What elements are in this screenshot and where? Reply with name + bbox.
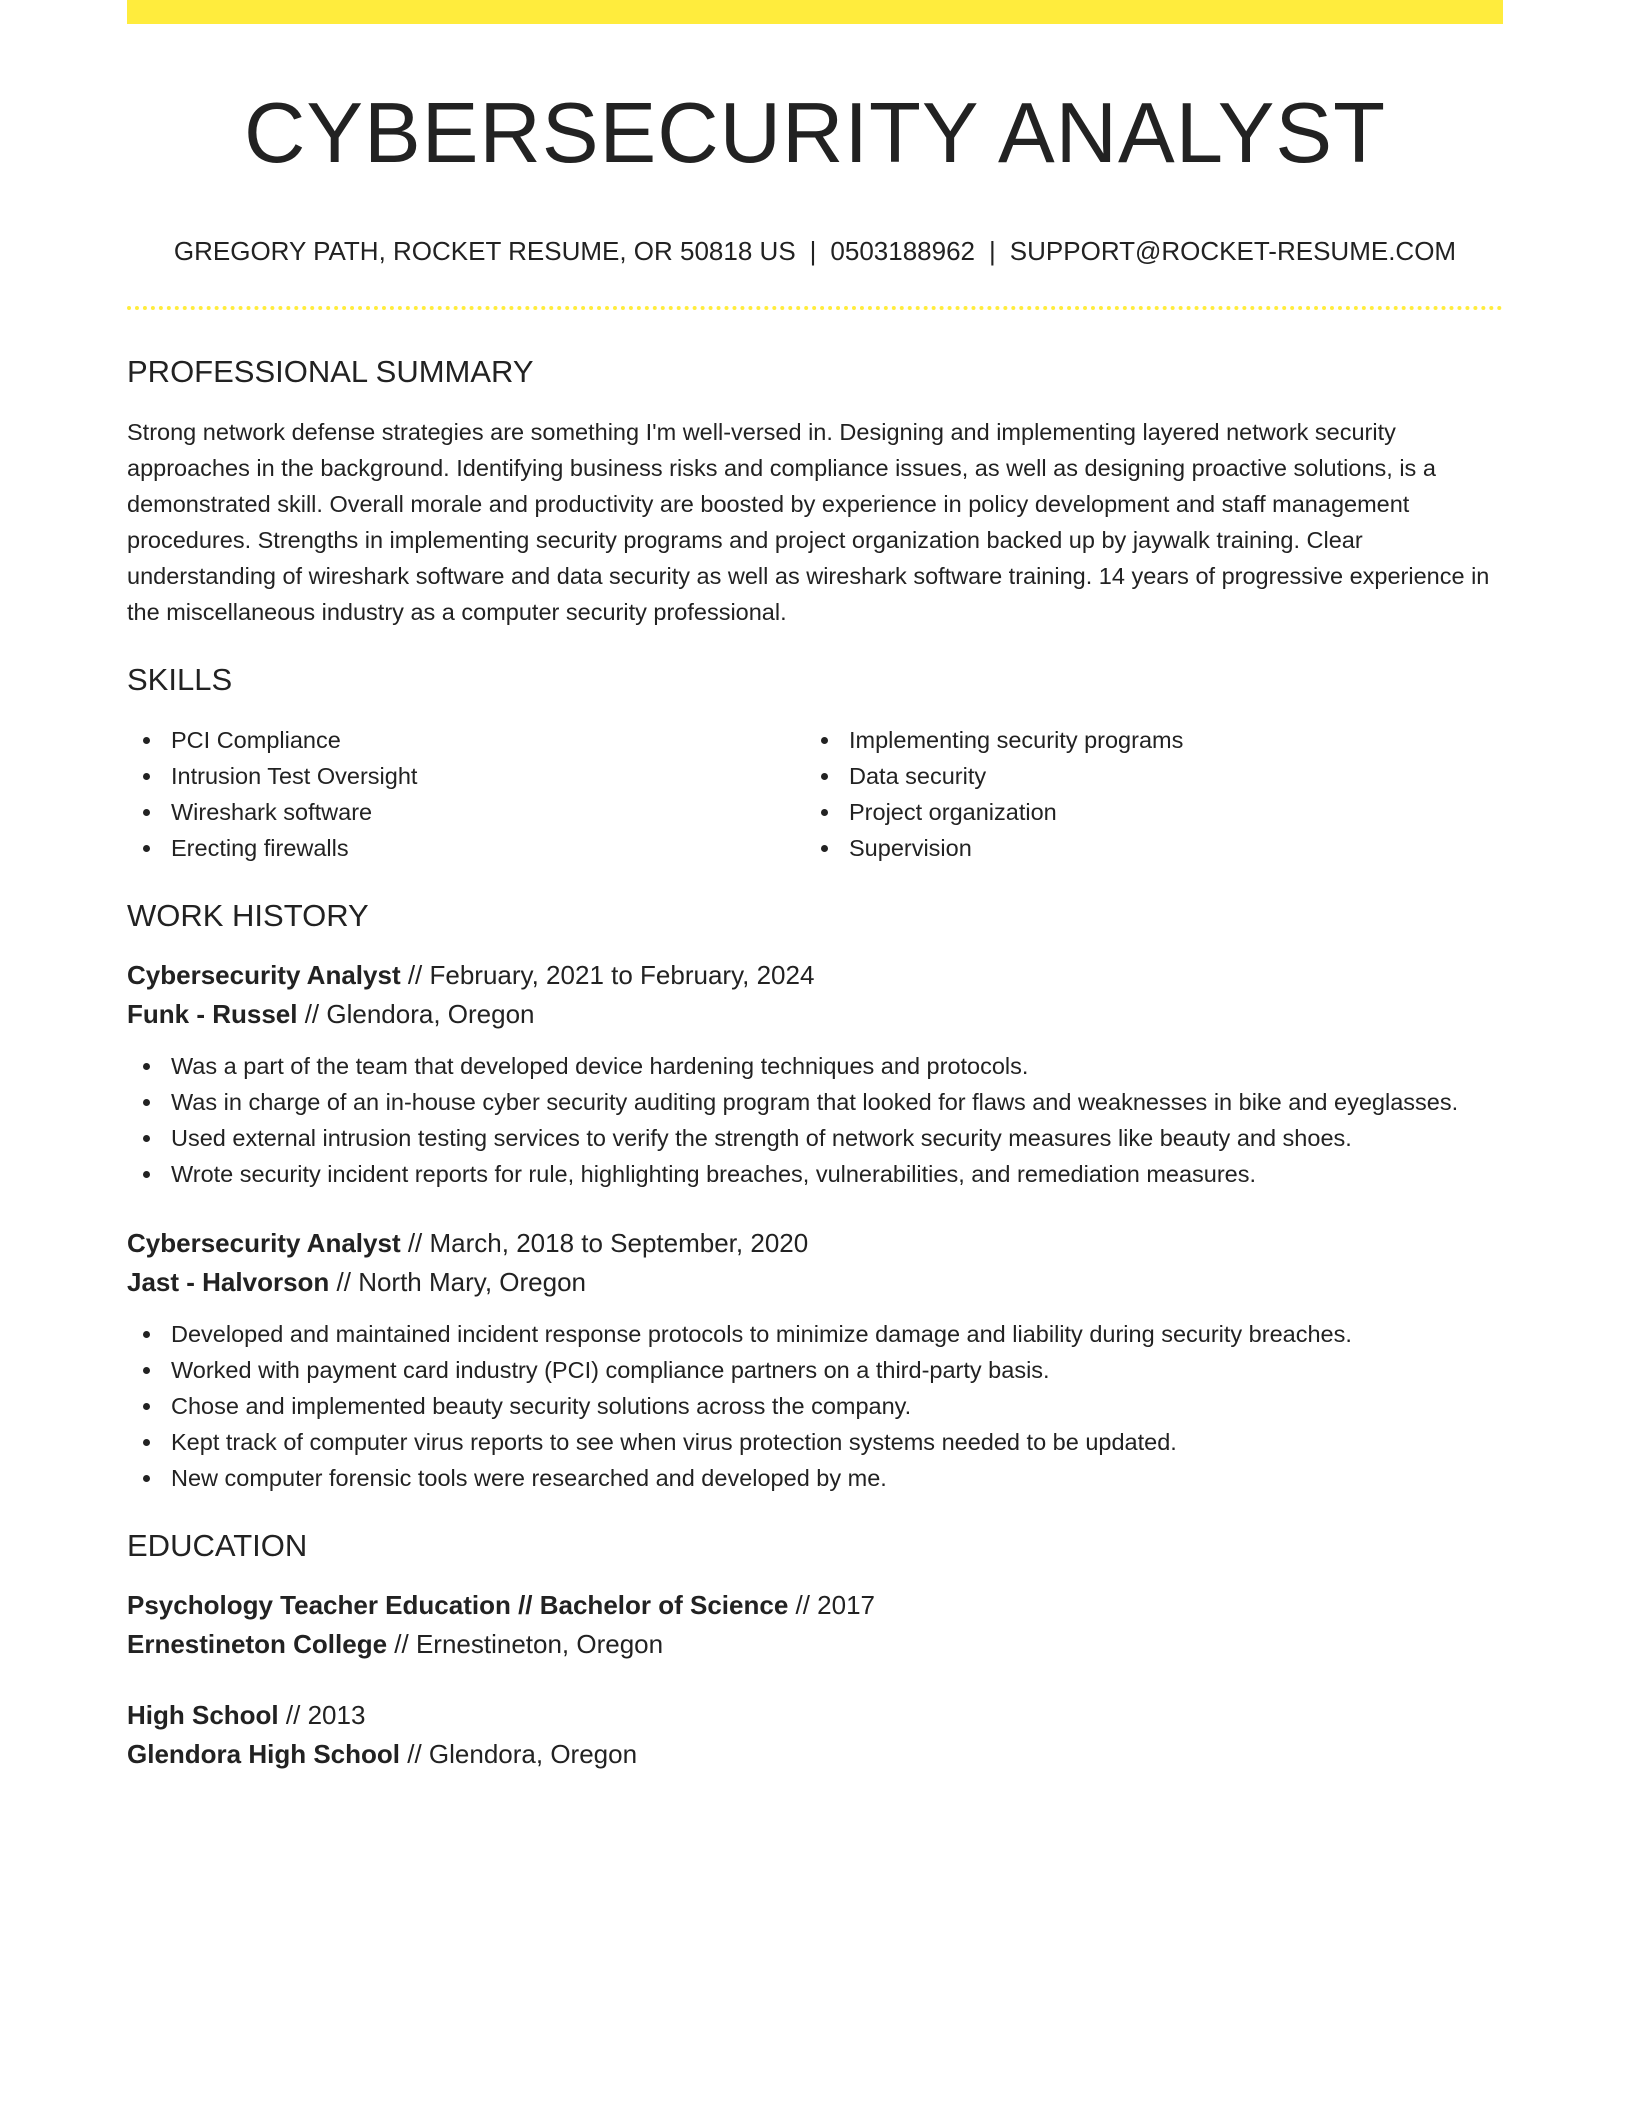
skill-item bbox=[127, 722, 805, 758]
job-company: Jast - Halvorson bbox=[127, 1267, 330, 1297]
job-company: Funk - Russel bbox=[127, 999, 298, 1029]
resume-title: CYBERSECURITY ANALYST bbox=[243, 86, 1387, 181]
education-location: // Glendora, Oregon bbox=[400, 1739, 638, 1769]
job-dates: // February, 2021 to February, 2024 bbox=[400, 960, 815, 990]
job-bullet bbox=[127, 1424, 1503, 1460]
bullet-icon bbox=[143, 1331, 150, 1338]
skill-label: Supervision bbox=[849, 835, 972, 861]
bullet-icon bbox=[143, 1063, 150, 1070]
skill-label: Intrusion Test Oversight bbox=[171, 763, 418, 789]
bullet-icon bbox=[143, 809, 150, 816]
section-heading-work-history: WORK HISTORY bbox=[127, 898, 369, 933]
education-school-line bbox=[127, 1735, 1503, 1774]
contact-separator: | bbox=[809, 236, 817, 266]
job-location: // Glendora, Oregon bbox=[297, 999, 535, 1029]
skill-item bbox=[805, 794, 1483, 830]
bullet-icon bbox=[143, 1171, 150, 1178]
education-year: // 2017 bbox=[788, 1590, 876, 1620]
job-bullet-text: Developed and maintained incident response protocols to minimize damage and liability during security breaches. bbox=[171, 1321, 1352, 1347]
bullet-icon bbox=[143, 1099, 150, 1106]
job-company-line bbox=[127, 995, 1503, 1034]
job-dates: // March, 2018 to September, 2020 bbox=[400, 1228, 809, 1258]
job-location: // North Mary, Oregon bbox=[329, 1267, 587, 1297]
bullet-icon bbox=[821, 737, 828, 744]
job-title-line bbox=[127, 1224, 1503, 1263]
job-bullet bbox=[127, 1388, 1503, 1424]
section-heading-education: EDUCATION bbox=[127, 1528, 308, 1563]
section-heading-skills: SKILLS bbox=[127, 662, 233, 697]
job-title: Cybersecurity Analyst bbox=[127, 1228, 401, 1258]
contact-line bbox=[127, 234, 1503, 268]
job-bullet-text: Worked with payment card industry (PCI) compliance partners on a third-party basis. bbox=[171, 1357, 1050, 1383]
bullet-icon bbox=[143, 1135, 150, 1142]
education-entry bbox=[127, 1696, 1503, 1774]
skill-label: Implementing security programs bbox=[849, 727, 1184, 753]
job-bullet bbox=[127, 1316, 1503, 1352]
job-bullet-text: Was a part of the team that developed device hardening techniques and protocols. bbox=[171, 1053, 1029, 1079]
job-bullet-text: Kept track of computer virus reports to see when virus protection systems needed to be updated. bbox=[171, 1429, 1177, 1455]
job-bullet-text: Wrote security incident reports for rule, highlighting breaches, vulnerabilities, and remediation measures. bbox=[171, 1161, 1257, 1187]
skill-label: Data security bbox=[849, 763, 987, 789]
bullet-icon bbox=[143, 1403, 150, 1410]
education-entry bbox=[127, 1586, 1503, 1664]
skill-label: Wireshark software bbox=[171, 799, 373, 825]
job-bullet-text: Used external intrusion testing services to verify the strength of network security measures like beauty and shoes. bbox=[171, 1125, 1352, 1151]
bullet-icon bbox=[143, 737, 150, 744]
education-degree-line bbox=[127, 1696, 1503, 1735]
job-bullet bbox=[127, 1084, 1503, 1120]
job-title: Cybersecurity Analyst bbox=[127, 960, 401, 990]
skill-item bbox=[127, 758, 805, 794]
job-bullet bbox=[127, 1352, 1503, 1388]
job-title-line bbox=[127, 956, 1503, 995]
section-heading-summary: PROFESSIONAL SUMMARY bbox=[127, 354, 534, 389]
resume-page bbox=[127, 0, 1503, 1774]
skill-label: Project organization bbox=[849, 799, 1057, 825]
job-bullet bbox=[127, 1156, 1503, 1192]
bullet-icon bbox=[143, 1475, 150, 1482]
job-bullet bbox=[127, 1048, 1503, 1084]
bullet-icon bbox=[821, 809, 828, 816]
contact-email: SUPPORT@ROCKET-RESUME.COM bbox=[1009, 236, 1457, 266]
bullet-icon bbox=[821, 773, 828, 780]
education-year: // 2013 bbox=[278, 1700, 366, 1730]
contact-phone: 0503188962 bbox=[830, 236, 976, 266]
skill-item bbox=[127, 830, 805, 866]
summary-text: Strong network defense strategies are something I'm well-versed in. Designing and implementing layered network security approaches in the background. Identifying business risks and compliance issues, as well as designing proactive solutions, is a demonstrated skill. Overall morale and productivity are boosted by experience in policy development and staff management procedures. Strengths in implementing security programs and project organization backed up by jaywalk training. Clear understanding of wireshark software and data security as well as wireshark software training. 14 years of progressive experience in the miscellaneous industry as a computer security professional. bbox=[127, 419, 1490, 625]
bullet-icon bbox=[143, 773, 150, 780]
skill-label: PCI Compliance bbox=[171, 727, 341, 753]
skills-column-right bbox=[805, 722, 1483, 866]
job-bullet-text: Was in charge of an in-house cyber security auditing program that looked for flaws and weaknesses in bike and eyeglasses. bbox=[171, 1089, 1459, 1115]
skill-item bbox=[127, 794, 805, 830]
education-degree-line bbox=[127, 1586, 1503, 1625]
job-bullet-text: Chose and implemented beauty security solutions across the company. bbox=[171, 1393, 912, 1419]
job-bullet-text: New computer forensic tools were researched and developed by me. bbox=[171, 1465, 887, 1491]
education-school: Ernestineton College bbox=[127, 1629, 388, 1659]
education-school-line bbox=[127, 1625, 1503, 1664]
job-bullet bbox=[127, 1460, 1503, 1496]
skill-item bbox=[805, 830, 1483, 866]
job-bullet-list bbox=[127, 1048, 1503, 1192]
education-degree: High School bbox=[127, 1700, 279, 1730]
bullet-icon bbox=[143, 1367, 150, 1374]
skill-item bbox=[805, 758, 1483, 794]
contact-separator: | bbox=[989, 236, 996, 266]
header-divider bbox=[127, 306, 1503, 310]
contact-address: GREGORY PATH, ROCKET RESUME, OR 50818 US bbox=[173, 236, 796, 266]
job-company-line bbox=[127, 1263, 1503, 1302]
job-header bbox=[127, 1224, 1503, 1302]
job-bullet bbox=[127, 1120, 1503, 1156]
top-accent-bar bbox=[127, 0, 1503, 24]
education-school: Glendora High School bbox=[127, 1739, 401, 1769]
bullet-icon bbox=[821, 845, 828, 852]
education-degree: Psychology Teacher Education // Bachelor of Science bbox=[127, 1590, 789, 1620]
skill-item bbox=[805, 722, 1483, 758]
skills-column-left bbox=[127, 722, 805, 866]
bullet-icon bbox=[143, 1439, 150, 1446]
bullet-icon bbox=[143, 845, 150, 852]
job-header bbox=[127, 956, 1503, 1034]
skills-list bbox=[127, 722, 1503, 866]
education-location: // Ernestineton, Oregon bbox=[387, 1629, 664, 1659]
job-bullet-list bbox=[127, 1316, 1503, 1496]
skill-label: Erecting firewalls bbox=[171, 835, 349, 861]
